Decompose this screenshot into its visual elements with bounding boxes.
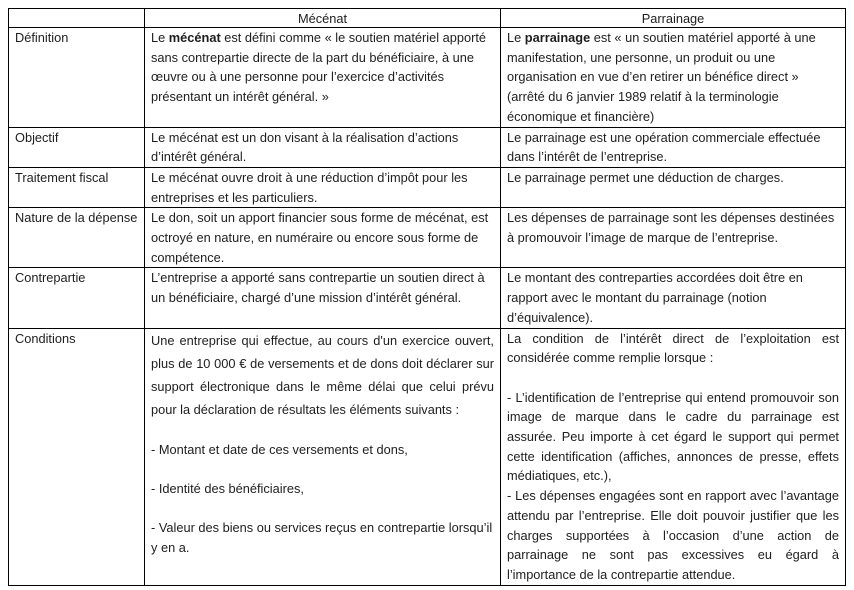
definition-mecenat-pre: Le [151,30,169,45]
row-definition [9,28,846,128]
label-nature-depense: Nature de la dépense [9,208,145,268]
header-empty-cell [9,9,145,28]
label-conditions: Conditions [9,328,145,585]
definition-parrainage-text: est « un soutien matériel apporté à une manifestation, une personne, un produit ou une organisation en vue d’en retirer un bénéfice direct » (arrêté du 6 janvier 1989 relatif à la terminologie économique et financière) [507,30,816,124]
term-parrainage: parrainage [524,30,591,45]
contrepartie-parrainage: Le montant des contreparties accordées doit être en rapport avec le montant du parrainage (notion d’équivalence). [501,268,846,328]
row-contrepartie [9,268,846,328]
fiscal-mecenat: Le mécénat ouvre droit à une réduction d’impôt pour les entreprises et les particuliers. [145,167,501,207]
conditions-parrainage-item2: - Les dépenses engagées sont en rapport avec l’avantage attendu par l’entreprise. Elle doit pouvoir justifier que les charges supportées à l’occasion d’une action de parrainage ne sont pas excessives eu égard à l’importance de la contrepartie attendue. [507,488,839,582]
label-contrepartie: Contrepartie [9,268,145,328]
label-definition: Définition [9,28,145,128]
objectif-mecenat: Le mécénat est un don visant à la réalisation d’actions d’intérêt général. [145,127,501,167]
comparison-table [8,8,846,586]
header-row [9,9,846,28]
definition-mecenat-text: est défini comme « le soutien matériel apporté sans contrepartie directe de la part du bénéficiaire, à une œuvre ou à une personne pour l’exercice d’activités présentant un intérêt général. » [151,30,487,105]
definition-mecenat [145,28,501,128]
row-objectif [9,127,846,167]
conditions-mecenat-item3: - Valeur des biens ou services reçus en contrepartie lorsqu’il y en a. [151,520,493,556]
objectif-parrainage: Le parrainage est une opération commerciale effectuée dans l’intérêt de l’entreprise. [501,127,846,167]
header-mecenat: Mécénat [145,9,501,28]
row-traitement-fiscal [9,167,846,207]
conditions-mecenat-intro: Une entreprise qui effectue, au cours d'un exercice ouvert, plus de 10 000 € de versements et de dons doit déclarer sur support électronique dans le même délai que celui prévu pour la déclaration de résultats les éléments suivants : [151,332,494,417]
conditions-parrainage [501,328,846,585]
conditions-parrainage-item1: - L’identification de l’entreprise qui entend promouvoir son image de marque dans le cadre du parrainage est assurée. Peu importe à cet égard le support qui permet cette identification (affiches, annonces de presse, effets médiatiques, etc.), [507,389,839,484]
conditions-mecenat-item1: - Montant et date de ces versements et dons, [151,442,408,458]
nature-mecenat: Le don, soit un apport financier sous forme de mécénat, est octroyé en nature, en numéraire ou encore sous forme de compétence. [145,208,501,268]
fiscal-parrainage: Le parrainage permet une déduction de charges. [501,167,846,207]
row-nature-depense [9,208,846,268]
header-parrainage: Parrainage [501,9,846,28]
nature-parrainage: Les dépenses de parrainage sont les dépenses destinées à promouvoir l’image de marque de l’entreprise. [501,208,846,268]
row-conditions [9,328,846,585]
label-objectif: Objectif [9,127,145,167]
contrepartie-mecenat: L’entreprise a apporté sans contrepartie un soutien direct à un bénéficiaire, chargé d’une mission d’intérêt général. [145,268,501,328]
definition-parrainage-pre: Le [507,30,525,45]
label-traitement-fiscal: Traitement fiscal [9,167,145,207]
conditions-parrainage-intro: La condition de l’intérêt direct de l’exploitation est considérée comme remplie lorsque : [507,330,839,366]
definition-parrainage [501,28,846,128]
term-mecenat: mécénat [168,30,221,45]
conditions-mecenat-item2: - Identité des bénéficiaires, [151,481,304,497]
conditions-mecenat [145,328,501,585]
